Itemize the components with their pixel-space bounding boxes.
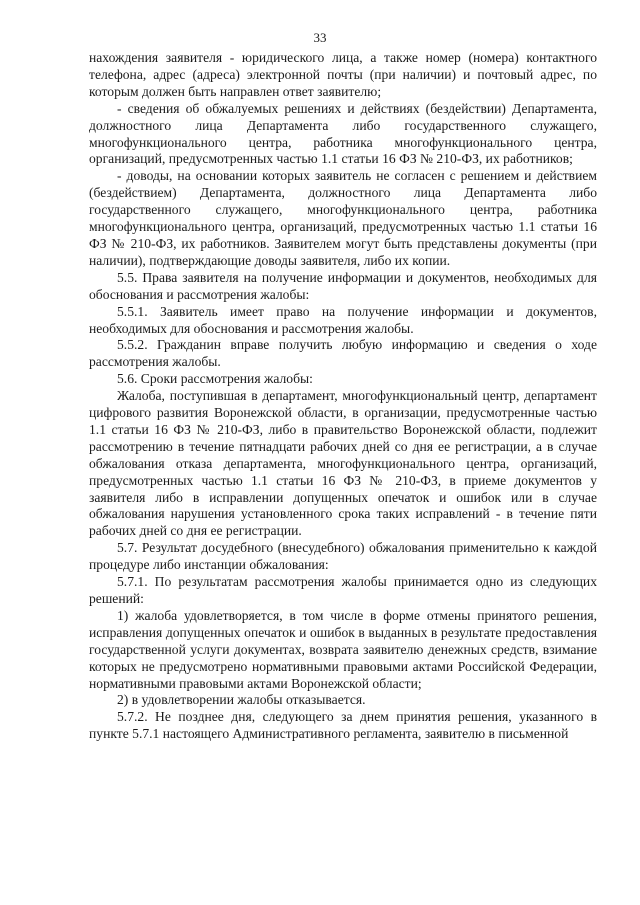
paragraph: - доводы, на основании которых заявитель не согласен с решением и действием (бездействием) Департамента, должностного лица Департамента либо государственного служащего, многофункционального центра, работника многофункционального центра, организаций, предусмотренных частью 1.1 статьи 16 ФЗ № 210-ФЗ, их работников. Заявителем могут быть представлены документы (при наличии), подтверждающие доводы заявителя, либо их копии. [89,168,597,268]
document-body [89,50,597,743]
paragraph: 5.6. Сроки рассмотрения жалобы: [117,371,313,387]
paragraph: нахождения заявителя - юридического лица, а также номер (номера) контактного телефона, адрес (адреса) электронной почты (при наличии) и почтовый адрес, по которым должен быть направлен ответ заявителю; [89,50,597,99]
paragraph: 5.5.2. Гражданин вправе получить любую информацию и сведения о ходе рассмотрения жалобы. [89,337,597,370]
paragraph: - сведения об обжалуемых решениях и действиях (бездействии) Департамента, должностного лица Департамента либо государственного служащего, многофункционального центра, работника многофункционального центра, организаций, предусмотренных частью 1.1 статьи 16 ФЗ № 210-ФЗ, их работников; [89,100,597,167]
page-number: 33 [313,30,327,45]
paragraph: 1) жалоба удовлетворяется, в том числе в форме отмены принятого решения, исправления допущенных опечаток и ошибок в выданных в результате предоставления государственной услуги документах, возврата заявителю денежных средств, взимание которых не предусмотрено нормативными правовыми актами Российской Федерации, нормативными правовыми актами Воронежской области; [89,607,597,691]
paragraph: 5.7. Результат досудебного (внесудебного) обжалования применительно к каждой процедуре либо инстанции обжалования: [89,540,597,573]
paragraph: Жалоба, поступившая в департамент, многофункциональный центр, департамент цифрового развития Воронежской области, в организации, предусмотренные частью 1.1 статьи 16 ФЗ № 210-ФЗ, либо в правительство Воронежской области, подлежит рассмотрению в течение пятнадцати рабочих дней со дня ее регистрации, а в случае обжалования отказа департамента, многофункционального центра, организаций, предусмотренных частью 1.1 статьи 16 ФЗ № 210-ФЗ, в приеме документов у заявителя либо в исправлении допущенных опечаток и ошибок или в случае обжалования нарушения установленного срока таких исправлений - в течение пяти рабочих дней со дня ее регистрации. [89,388,597,539]
paragraph: 5.7.2. Не позднее дня, следующего за днем принятия решения, указанного в пункте 5.7.1 настоящего Административного регламента, заявителю в письменной [89,709,597,742]
paragraph: 5.5. Права заявителя на получение информации и документов, необходимых для обоснования и рассмотрения жалобы: [89,269,597,302]
paragraph: 5.7.1. По результатам рассмотрения жалобы принимается одно из следующих решений: [89,574,597,606]
paragraph: 5.5.1. Заявитель имеет право на получение информации и документов, необходимых для обоснования и рассмотрения жалобы. [89,303,597,336]
paragraph: 2) в удовлетворении жалобы отказывается. [117,692,366,708]
